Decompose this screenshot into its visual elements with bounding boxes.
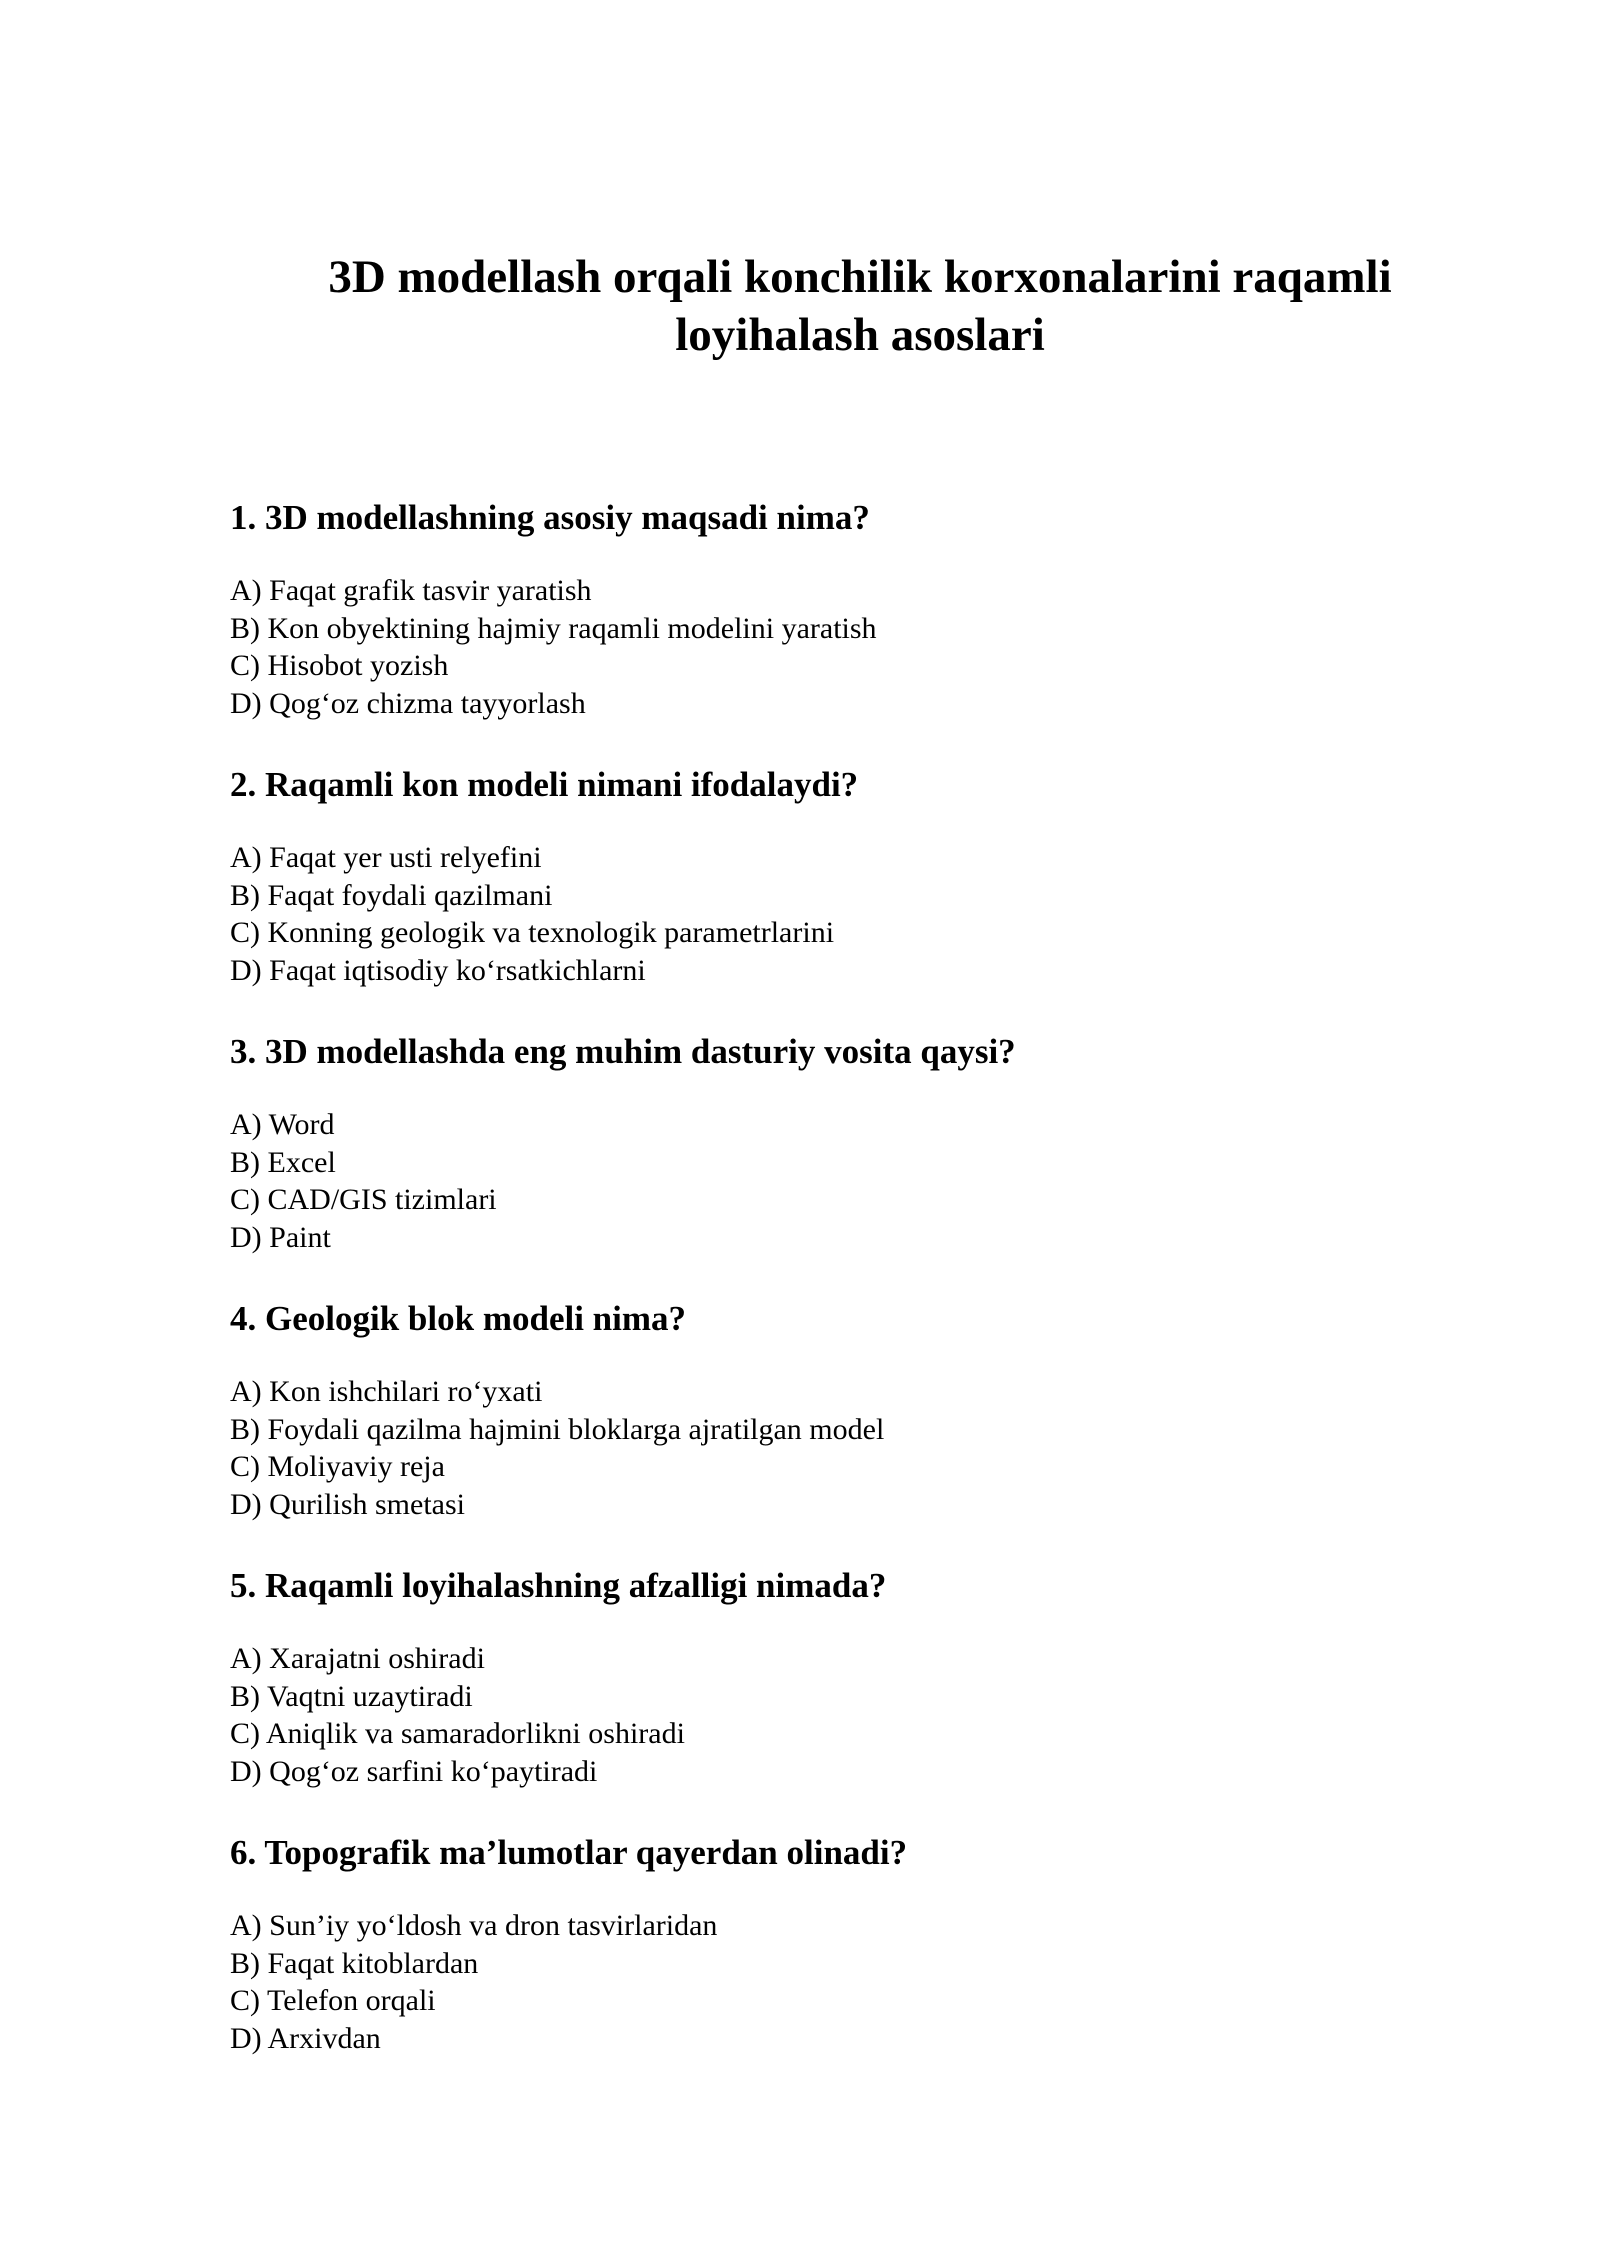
answer-options (230, 1106, 1430, 1256)
question-text: 4. Geologik blok modeli nima? (230, 1299, 687, 1338)
answer-options (230, 572, 1430, 722)
document-title: 3D modellash orqali konchilik korxonalarini raqamli loyihalash asoslari (328, 251, 1392, 361)
question-text: 3. 3D modellashda eng muhim dasturiy vosita qaysi? (230, 1032, 1016, 1071)
question-text: 2. Raqamli kon modeli nimani ifodalaydi? (230, 765, 859, 804)
option-a: A) Kon ishchilari ro‘yxati (230, 1375, 543, 1408)
question-2 (230, 763, 1430, 1030)
option-b: B) Faqat kitoblardan (230, 1946, 479, 1980)
option-a: A) Sun’iy yo‘ldosh va dron tasvirlaridan (230, 1909, 718, 1942)
option-b: B) Excel (230, 1145, 336, 1179)
option-d: D) Qog‘oz chizma tayyorlash (230, 686, 586, 720)
option-d: D) Faqat iqtisodiy ko‘rsatkichlarni (230, 953, 646, 987)
option-c: C) Aniqlik va samaradorlikni oshiradi (230, 1717, 685, 1750)
option-d: D) Qog‘oz sarfini ko‘paytiradi (230, 1754, 598, 1788)
question-text: 5. Raqamli loyihalashning afzalligi nimada? (230, 1566, 887, 1605)
answer-options (230, 1373, 1430, 1523)
option-c: C) Moliyaviy reja (230, 1450, 445, 1483)
option-a: A) Faqat grafik tasvir yaratish (230, 574, 592, 607)
question-3 (230, 1030, 1430, 1297)
option-c: C) Telefon orqali (230, 1984, 436, 2017)
option-d: D) Arxivdan (230, 2021, 381, 2055)
answer-options (230, 1640, 1430, 1790)
option-a: A) Faqat yer usti relyefini (230, 841, 542, 874)
question-text: 1. 3D modellashning asosiy maqsadi nima? (230, 498, 870, 537)
option-d: D) Qurilish smetasi (230, 1487, 465, 1521)
answer-options (230, 1907, 1430, 2057)
option-c: C) Konning geologik va texnologik parametrlarini (230, 916, 835, 949)
option-d: D) Paint (230, 1220, 331, 1254)
option-a: A) Xarajatni oshiradi (230, 1642, 485, 1675)
question-text: 6. Topografik ma’lumotlar qayerdan olinadi? (230, 1833, 908, 1872)
question-list (230, 496, 1430, 2098)
option-b: B) Faqat foydali qazilmani (230, 878, 553, 912)
option-b: B) Vaqtni uzaytiradi (230, 1679, 473, 1713)
option-b: B) Kon obyektining hajmiy raqamli modelini yaratish (230, 611, 877, 645)
question-1 (230, 496, 1430, 763)
answer-options (230, 839, 1430, 989)
option-a: A) Word (230, 1108, 335, 1141)
question-4 (230, 1297, 1430, 1564)
option-c: C) CAD/GIS tizimlari (230, 1183, 497, 1216)
option-b: B) Foydali qazilma hajmini bloklarga ajratilgan model (230, 1412, 885, 1446)
question-6 (230, 1831, 1430, 2098)
option-c: C) Hisobot yozish (230, 649, 449, 682)
question-5 (230, 1564, 1430, 1831)
